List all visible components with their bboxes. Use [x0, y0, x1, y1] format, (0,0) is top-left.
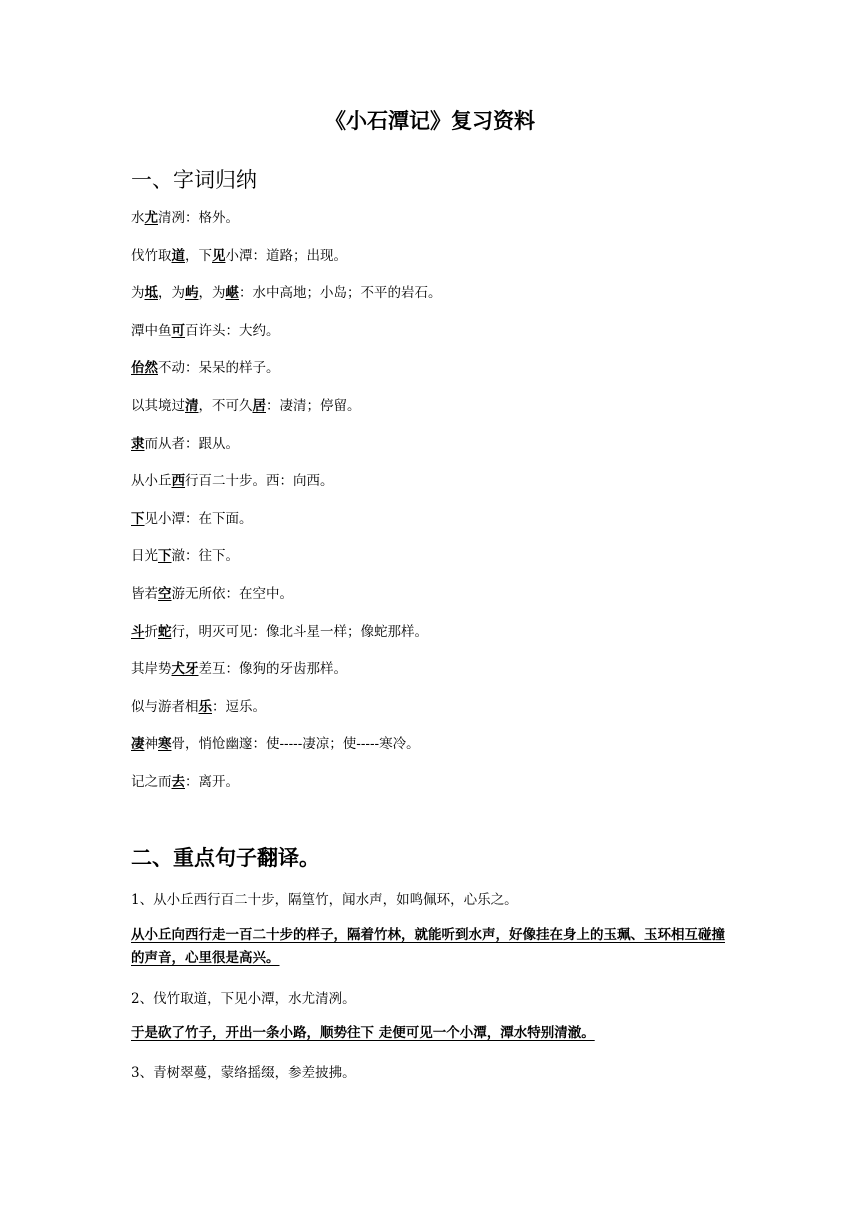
- classical-sentence-3: 3、青树翠蔓，蒙络摇缀，参差披拂。: [131, 1065, 356, 1081]
- vocabulary-text: ，为: [158, 285, 185, 302]
- vocabulary-text: 皆若: [131, 585, 158, 602]
- key-word: 见: [212, 247, 226, 264]
- vocabulary-item: [131, 733, 751, 771]
- vocabulary-text: 清冽：格外。: [158, 210, 239, 226]
- vocabulary-item: [131, 357, 751, 395]
- key-word: 蛇: [158, 623, 172, 640]
- vocabulary-text: ：水中高地；小岛；不平的岩石。: [239, 285, 442, 302]
- vocabulary-item: [131, 583, 751, 621]
- vocabulary-text: 骨，悄怆幽邃：使-----凄凉；使-----寒冷。: [171, 736, 420, 753]
- vocabulary-item: [131, 658, 751, 696]
- vocabulary-item: [131, 320, 751, 358]
- key-word: 隶: [131, 435, 145, 452]
- vocabulary-item: [131, 696, 751, 734]
- key-word: 寒: [158, 736, 172, 753]
- vocabulary-item: [131, 771, 751, 809]
- vocabulary-list: [131, 207, 751, 809]
- key-word: 下: [158, 548, 172, 565]
- vocabulary-text: 为: [131, 285, 145, 302]
- classical-sentence-2: 2、伐竹取道，下见小潭，水尤清冽。: [131, 991, 356, 1007]
- key-word: 斗: [131, 623, 145, 640]
- vocabulary-item: [131, 621, 751, 659]
- key-word: 乐: [198, 698, 212, 715]
- vocabulary-text: 折: [144, 623, 158, 640]
- key-word: 西: [171, 473, 185, 490]
- key-word: 去: [171, 773, 185, 790]
- vocabulary-text: 行，明灭可见：像北斗星一样；像蛇那样。: [171, 623, 428, 640]
- vocabulary-item: [131, 395, 751, 433]
- vocabulary-text: 记之而: [131, 773, 172, 790]
- vocabulary-text: 其岸势: [131, 661, 172, 678]
- vocabulary-text: 从小丘: [131, 473, 172, 490]
- key-word: 凄: [131, 736, 145, 753]
- vocabulary-text: 日光: [131, 548, 158, 565]
- vocabulary-text: ，下: [185, 247, 212, 264]
- classical-sentence-1: 1、从小丘西行百二十步，隔篁竹，闻水声，如鸣佩环，心乐之。: [131, 892, 518, 908]
- vocabulary-text: 小潭：道路；出现。: [225, 247, 347, 264]
- key-word: 尤: [144, 210, 158, 226]
- vocabulary-text: 差互：像狗的牙齿那样。: [198, 661, 347, 678]
- section-heading-translation: 二、重点句子翻译。: [131, 846, 320, 870]
- vocabulary-text: 见小潭：在下面。: [144, 510, 253, 527]
- key-word: 嵁: [225, 285, 239, 302]
- key-word: 清: [185, 397, 199, 414]
- key-word: 下: [131, 510, 145, 527]
- key-word: 屿: [185, 285, 199, 302]
- vocabulary-item: [131, 470, 751, 508]
- vocabulary-text: 澈：往下。: [171, 548, 239, 565]
- vocabulary-text: 行百二十步。西：向西。: [185, 473, 334, 490]
- translation-2: 于是砍了竹子，开出一条小路，顺势往下 走便可见一个小潭，潭水特别清澈。: [131, 1025, 595, 1041]
- vocabulary-text: 神: [144, 736, 158, 753]
- vocabulary-text: 以其境过: [131, 397, 185, 414]
- vocabulary-item: [131, 207, 751, 245]
- key-word: 居: [252, 397, 266, 414]
- key-word: 道: [171, 247, 185, 264]
- key-word: 佁然: [131, 360, 158, 377]
- vocabulary-item: [131, 433, 751, 471]
- vocabulary-text: 伐竹取: [131, 247, 172, 264]
- document-title: 《小石潭记》复习资料: [325, 109, 535, 133]
- vocabulary-text: ，为: [198, 285, 226, 302]
- key-word: 空: [158, 585, 172, 602]
- vocabulary-text: 水: [131, 210, 145, 226]
- vocabulary-item: [131, 282, 751, 320]
- key-word: 犬牙: [171, 661, 199, 678]
- vocabulary-text: 潭中鱼: [131, 322, 172, 339]
- vocabulary-text: ：离开。: [185, 773, 239, 790]
- translation-1: 从小丘向西行走一百二十步的样子，隔着竹林，就能听到水声，好像挂在身上的玉珮、玉环相互碰撞的声音，心里很是高兴。: [131, 927, 725, 966]
- vocabulary-text: ：逗乐。: [212, 698, 266, 715]
- vocabulary-text: 而从者：跟从。: [144, 435, 239, 452]
- vocabulary-text: ，不可久: [198, 397, 253, 414]
- vocabulary-item: [131, 245, 751, 283]
- vocabulary-text: 游无所依：在空中。: [171, 585, 293, 602]
- section-heading-vocabulary: 一、字词归纳: [131, 168, 257, 192]
- vocabulary-text: 似与游者相: [131, 698, 199, 715]
- vocabulary-text: 不动：呆呆的样子。: [158, 360, 280, 377]
- vocabulary-item: [131, 508, 751, 546]
- vocabulary-text: 百许头：大约。: [185, 322, 280, 339]
- key-word: 可: [171, 322, 185, 339]
- vocabulary-item: [131, 545, 751, 583]
- vocabulary-text: ：凄清；停留。: [266, 397, 361, 414]
- key-word: 坻: [144, 285, 158, 302]
